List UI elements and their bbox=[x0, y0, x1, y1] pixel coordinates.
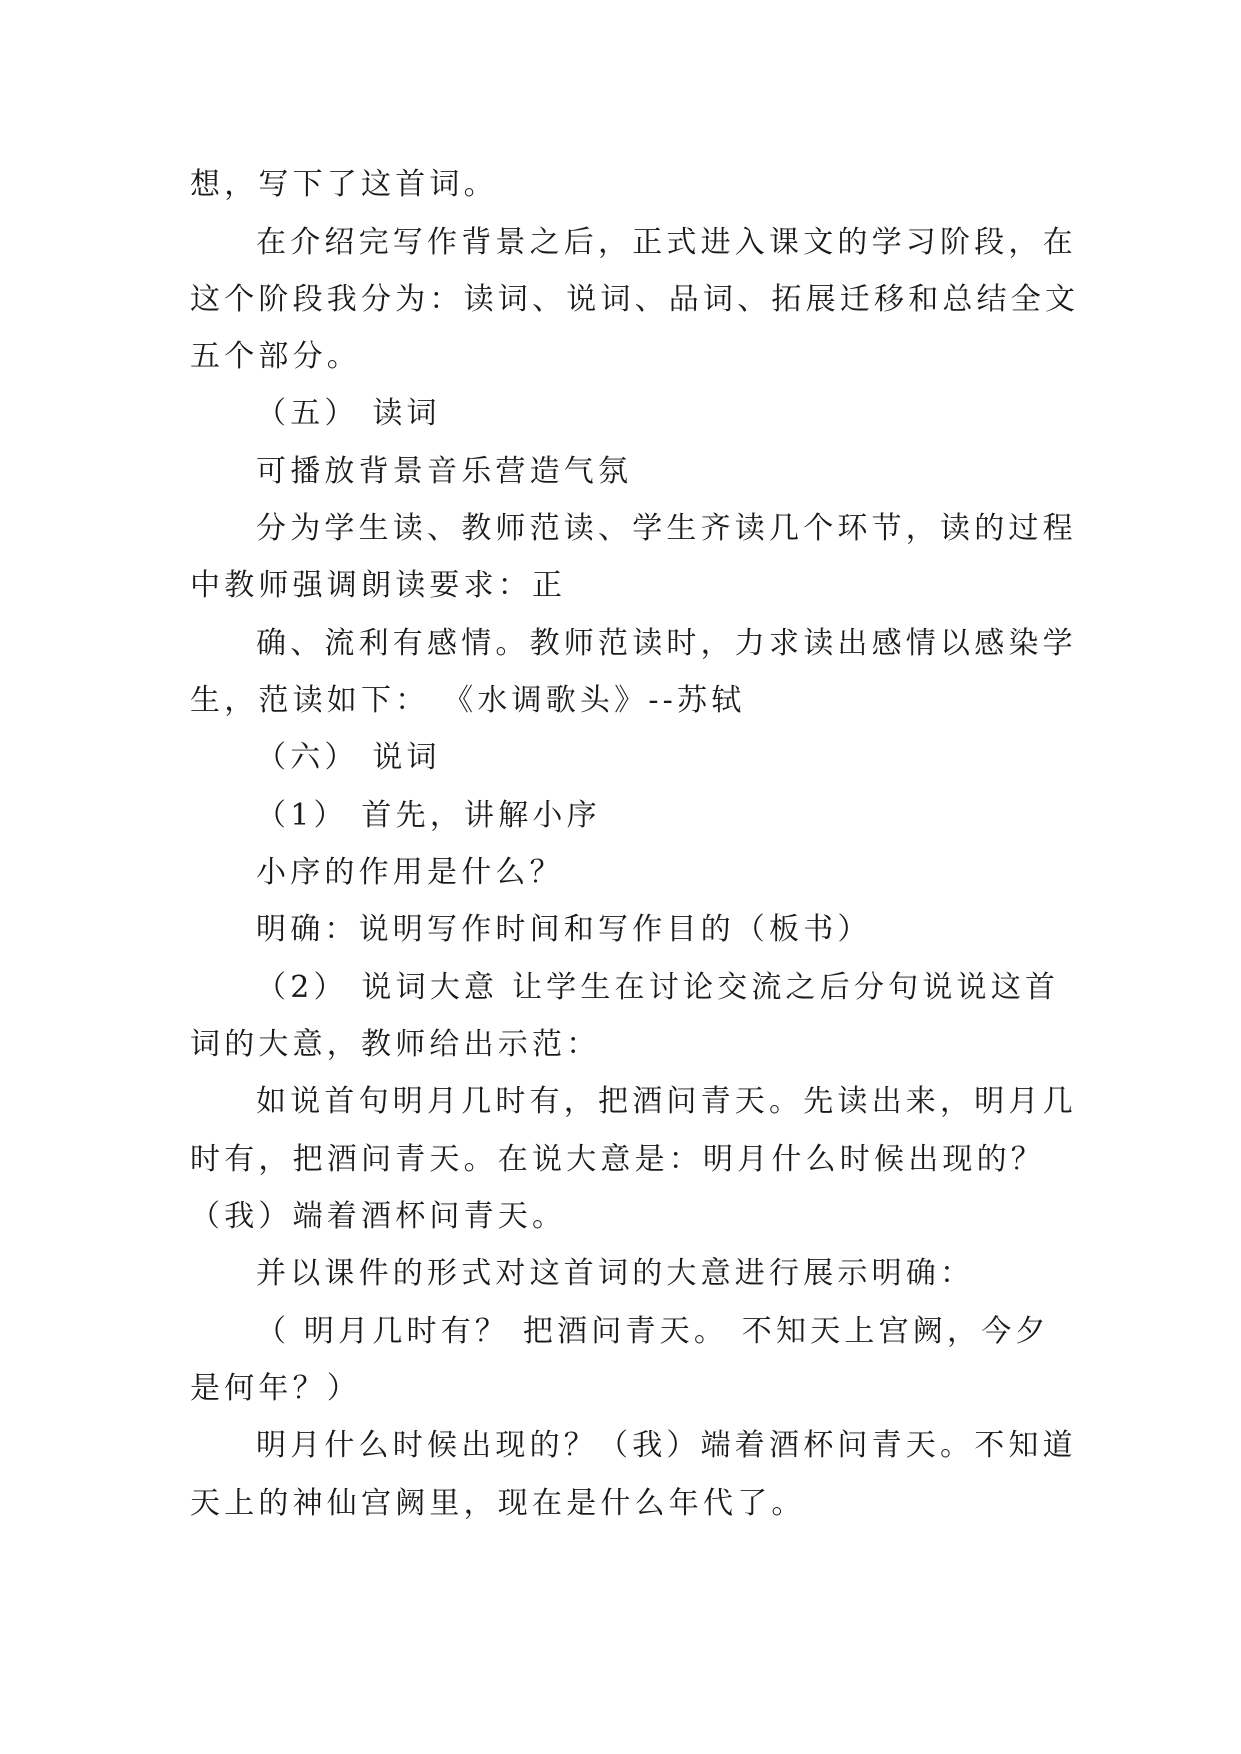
paragraph-first-line: 确、流利有感情。教师范读时，力求读出感情以感染学 bbox=[256, 626, 1077, 661]
subsection-heading: （2） 说词大意 让学生在讨论交流之后分句说说这首 bbox=[256, 970, 1060, 1005]
section-heading-speak: （六） 说词 bbox=[256, 740, 441, 775]
text-line: 五个部分。 bbox=[190, 339, 361, 374]
paragraph-first-line: 明月什么时候出现的？（我）端着酒杯问青天。不知道 bbox=[256, 1428, 1077, 1463]
text-line: 中教师强调朗读要求：正 bbox=[190, 568, 567, 603]
text-line: （我）端着酒杯问青天。 bbox=[190, 1199, 567, 1234]
section-heading-read: （五） 读词 bbox=[256, 396, 441, 431]
paragraph-first-line: （ 明月几时有？ 把酒问青天。 不知天上宫阙，今夕 bbox=[256, 1314, 1050, 1349]
paragraph-first-line: 可播放背景音乐营造气氛 bbox=[256, 454, 633, 489]
text-line: 想，写下了这首词。 bbox=[190, 167, 498, 202]
paragraph-first-line: 分为学生读、教师范读、学生齐读几个环节，读的过程 bbox=[256, 511, 1077, 546]
text-line: 天上的神仙宫阙里，现在是什么年代了。 bbox=[190, 1486, 806, 1521]
text-line: 词的大意，教师给出示范： bbox=[190, 1027, 601, 1062]
paragraph-first-line: 如说首句明月几时有，把酒问青天。先读出来，明月几 bbox=[256, 1084, 1077, 1119]
paragraph-first-line: 明确：说明写作时间和写作目的（板书） bbox=[256, 912, 872, 947]
text-line: 生，范读如下： 《水调歌头》--苏轼 bbox=[190, 683, 746, 718]
text-line: 这个阶段我分为：读词、说词、品词、拓展迁移和总结全文 bbox=[190, 282, 1080, 317]
subsection-heading: （1） 首先，讲解小序 bbox=[256, 798, 601, 833]
paragraph-first-line: 小序的作用是什么？ bbox=[256, 855, 564, 890]
text-line: 时有，把酒问青天。在说大意是：明月什么时候出现的？ bbox=[190, 1142, 1045, 1177]
text-line: 是何年？） bbox=[190, 1371, 361, 1406]
paragraph-first-line: 并以课件的形式对这首词的大意进行展示明确： bbox=[256, 1256, 975, 1291]
paragraph-first-line: 在介绍完写作背景之后，正式进入课文的学习阶段，在 bbox=[256, 225, 1077, 260]
